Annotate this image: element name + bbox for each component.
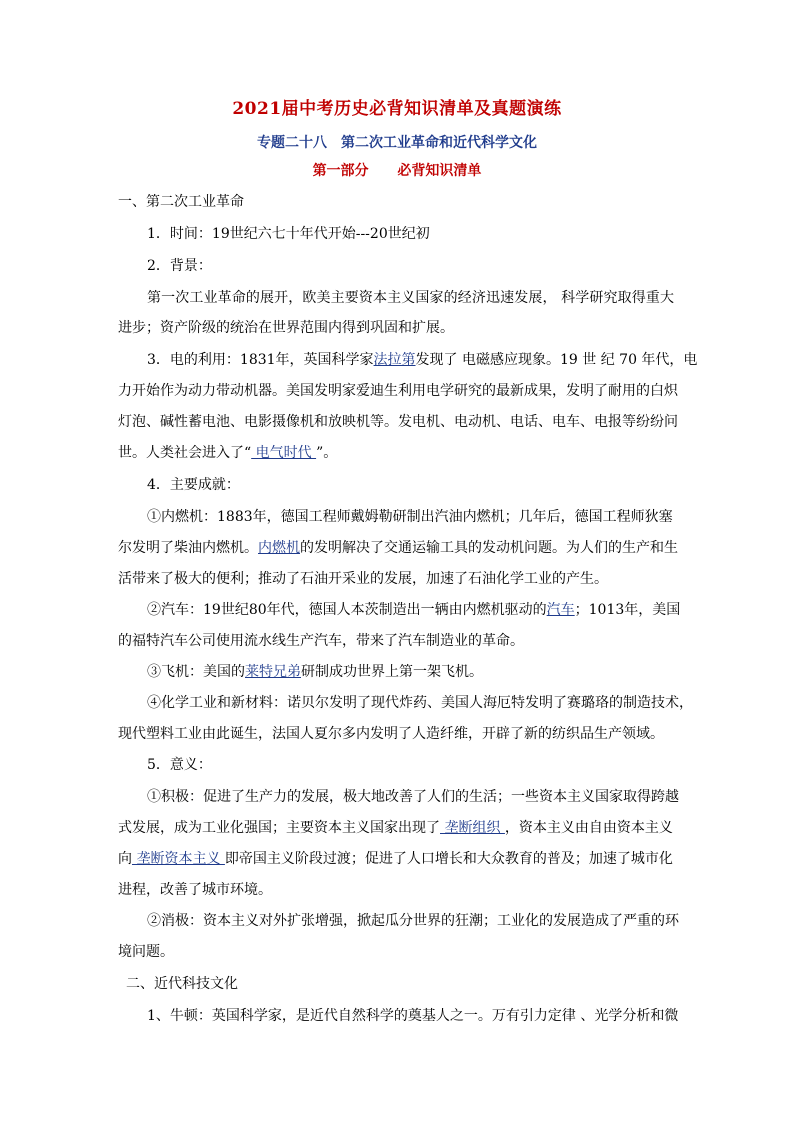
monopoly-org-link[interactable]: 垄断组织 <box>440 820 505 836</box>
text-span: ，资本主义由自由资本主义 <box>504 820 673 836</box>
paragraph-line: 力开始作为动力带动机器。美国发明家爱迪生利用电学研究的最新成果，发明了耐用的白炽 <box>118 383 678 399</box>
paragraph-line <box>118 538 678 558</box>
paragraph-line <box>147 662 483 682</box>
paragraph-line <box>147 350 697 370</box>
paragraph-line: 2．背景： <box>147 258 212 274</box>
paragraph-line <box>118 818 673 838</box>
text-span: 向 <box>118 851 132 867</box>
text-span: 式发展，成为工业化强国；主要资本主义国家出现了 <box>118 820 440 836</box>
text-span: 世。人类社会进入了“ <box>118 445 252 461</box>
text-span: ；1013年，美国 <box>574 602 681 618</box>
section-heading-2: 二、近代科技文化 <box>126 976 238 992</box>
text-span: 即帝国主义阶段过渡；促进了人口增长和大众教育的普及；加速了城市化 <box>224 851 673 867</box>
paragraph-line: 1．时间：19世纪六七十年代开始---20世纪初 <box>147 226 430 242</box>
faraday-link[interactable]: 法拉第 <box>373 352 416 368</box>
paragraph-line: ①内燃机：1883年，德国工程师戴姆勒研制出汽油内燃机；几年后，德国工程师狄塞 <box>147 509 673 525</box>
paragraph-line: 1、牛顿：英国科学家，是近代自然科学的奠基人之一。万有引力定律 、光学分析和微 <box>147 1008 679 1024</box>
paragraph-line: 现代塑料工业由此诞生，法国人夏尔多内发明了人造纤维，开辟了新的纺织品生产领域。 <box>118 726 664 742</box>
paragraph-line: 灯泡、碱性蓄电池、电影摄像机和放映机等。发电机、电动机、电话、电车、电报等纷纷问 <box>118 414 678 430</box>
paragraph-line <box>118 849 673 869</box>
text-span: 研制成功世界上第一架飞机。 <box>301 664 483 680</box>
text-span: ”。 <box>316 445 338 461</box>
part-heading: 第一部分 必背知识清单 <box>312 163 482 179</box>
paragraph-line: ④化学工业和新材料：诺贝尔发明了现代炸药、美国人海厄特发明了赛璐珞的制造技术， <box>147 695 693 711</box>
car-link[interactable]: 汽车 <box>546 602 575 618</box>
paragraph-line: 的福特汽车公司使用流水线生产汽车，带来了汽车制造业的革命。 <box>118 633 524 649</box>
text-span: 3．电的利用：1831年，英国科学家 <box>147 352 374 368</box>
text-span: ③飞机：美国的 <box>147 664 245 680</box>
paragraph-line <box>118 443 337 463</box>
text-span: 发现了 电磁感应现象。19 世 纪 70 年代，电 <box>415 352 698 368</box>
paragraph-line: 4．主要成就： <box>147 477 240 493</box>
engine-link[interactable]: 内燃机 <box>258 540 300 556</box>
text-span: ②汽车：19世纪80年代，德国人本茨制造出一辆由内燃机驱动的 <box>147 602 547 618</box>
paragraph-line: ①积极：促进了生产力的发展，极大地改善了人们的生活；一些资本主义国家取得跨越 <box>147 789 679 805</box>
topic-subtitle: 专题二十八 第二次工业革命和近代科学文化 <box>257 135 537 151</box>
text-span: 尔发明了柴油内燃机。 <box>118 540 258 556</box>
section-heading-1: 一、第二次工业革命 <box>118 194 244 210</box>
paragraph-line: 5．意义： <box>147 757 212 773</box>
electric-age-link[interactable]: 电气时代 <box>251 445 317 461</box>
paragraph-line: ②消极：资本主义对外扩张增强，掀起瓜分世界的狂潮；工业化的发展造成了严重的环 <box>147 913 679 929</box>
paragraph-line <box>147 600 680 620</box>
wright-brothers-link[interactable]: 莱特兄弟 <box>245 664 301 680</box>
paragraph-line: 进程，改善了城市环境。 <box>118 882 272 898</box>
monopoly-capitalism-link[interactable]: 垄断资本主义 <box>132 851 225 867</box>
paragraph-line: 活带来了极大的便利；推动了石油开采业的发展，加速了石油化学工业的产生。 <box>118 571 608 587</box>
paragraph-line: 进步；资产阶级的统治在世界范围内得到巩固和扩展。 <box>118 320 454 336</box>
paragraph-line: 境问题。 <box>118 944 174 960</box>
text-span: 的发明解决了交通运输工具的发动机问题。为人们的生产和生 <box>300 540 678 556</box>
paragraph-line: 第一次工业革命的展开，欧美主要资本主义国家的经济迅速发展， 科学研究取得重大 <box>147 290 674 306</box>
document-title: 2021届中考历史必背知识清单及真题演练 <box>232 99 562 119</box>
